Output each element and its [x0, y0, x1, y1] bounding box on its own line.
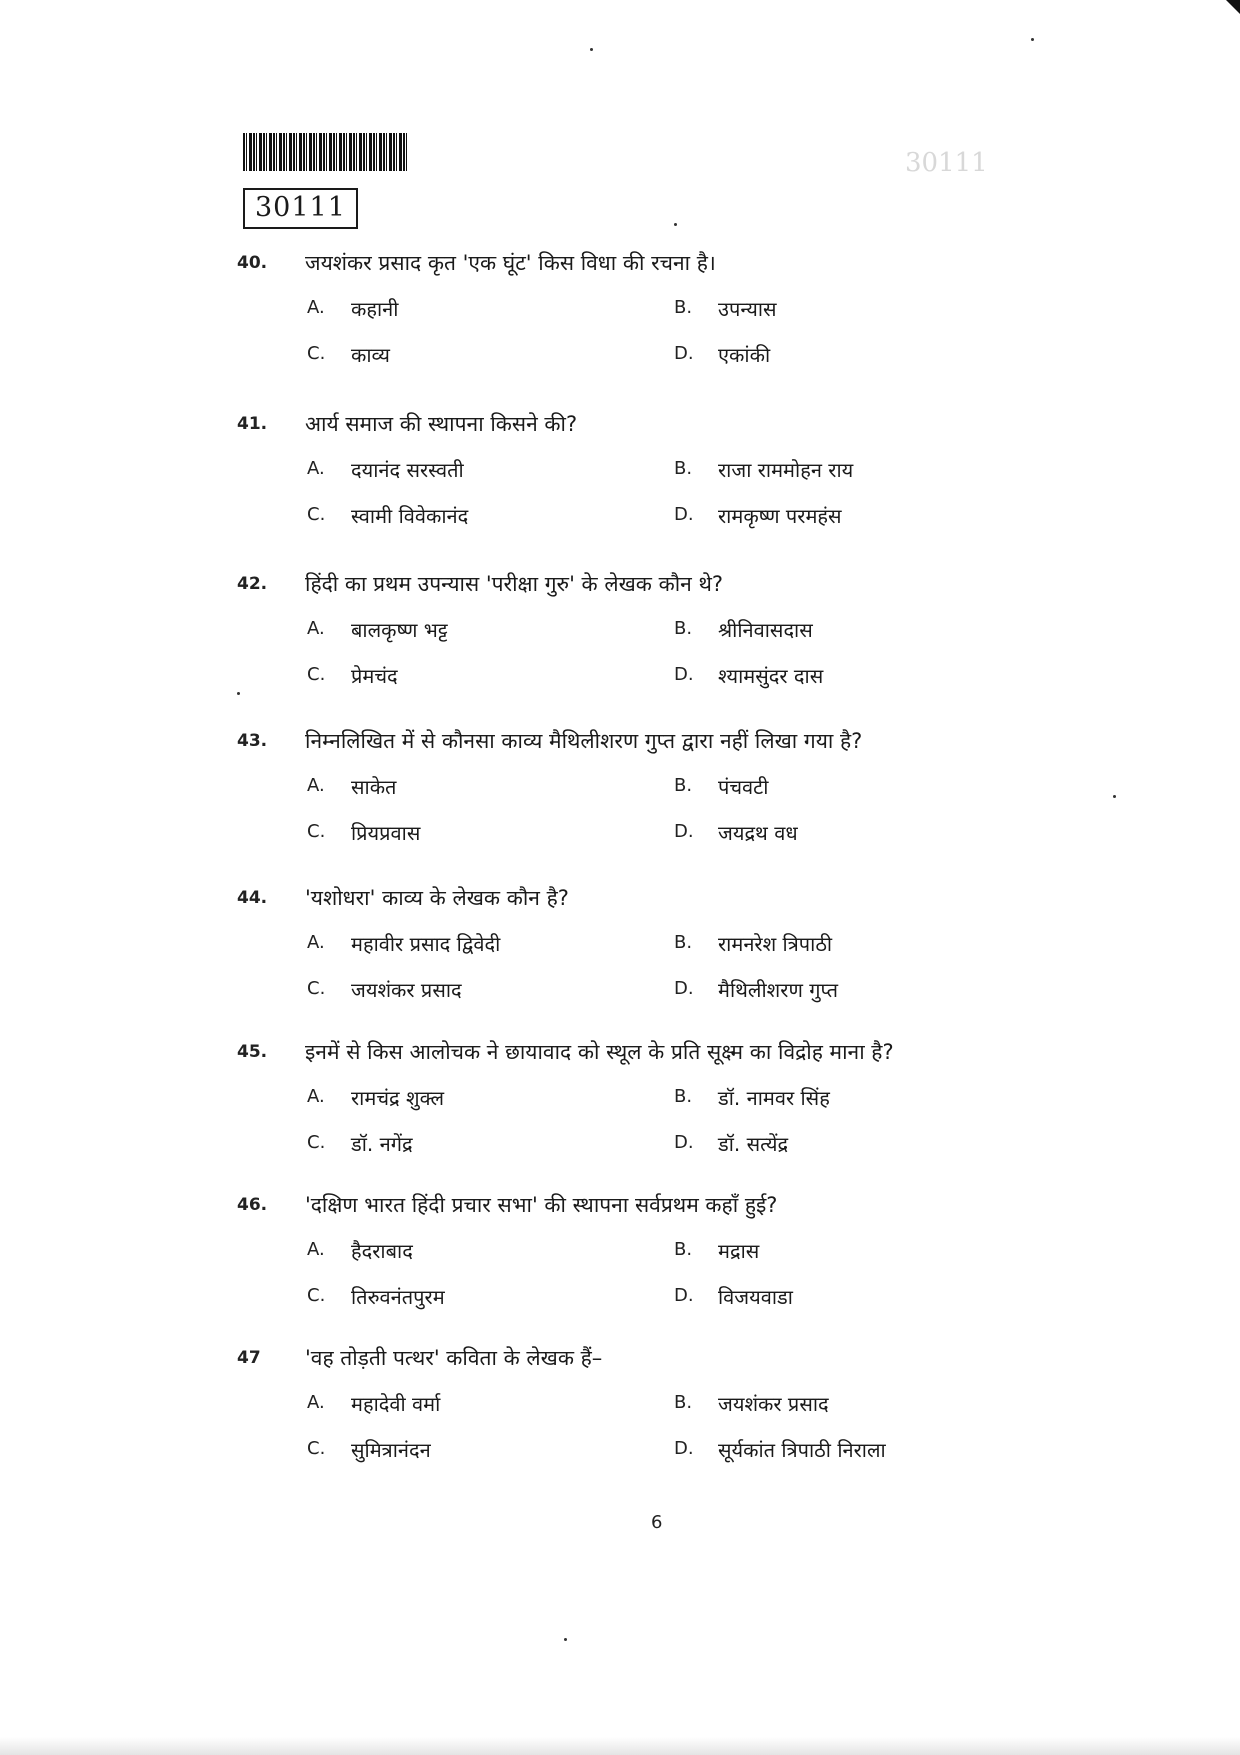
option-letter: C.: [307, 664, 326, 685]
option-text: स्वामी विवेकानंद: [351, 504, 469, 528]
question-text: हिंदी का प्रथम उपन्यास 'परीक्षा गुरु' के लेखक कौन थे?: [305, 572, 724, 596]
option-text: डॉ. सत्येंद्र: [718, 1132, 789, 1156]
option-text: प्रेमचंद: [351, 664, 398, 688]
question-text: निम्नलिखित में से कौनसा काव्य मैथिलीशरण गुप्त द्वारा नहीं लिखा गया है?: [305, 729, 863, 753]
question-text: 'वह तोड़ती पत्थर' कविता के लेखक हैं–: [305, 1346, 603, 1370]
option-letter: C.: [307, 343, 326, 364]
option-letter: C.: [307, 504, 326, 525]
option-text: सुमित्रानंदन: [351, 1438, 431, 1462]
question-number: 42.: [237, 574, 268, 594]
option-letter: A.: [307, 775, 325, 796]
option-letter: B.: [674, 618, 693, 639]
option-letter: A.: [307, 458, 325, 479]
option-text: दयानंद सरस्वती: [351, 458, 464, 482]
option-letter: C.: [307, 1438, 326, 1459]
option-letter: A.: [307, 932, 325, 953]
question-number: 47: [237, 1348, 261, 1368]
question-number: 45.: [237, 1042, 268, 1062]
scan-speck: [1031, 38, 1034, 41]
option-letter: B.: [674, 297, 693, 318]
option-text: काव्य: [351, 343, 390, 367]
scan-speck: [564, 1638, 567, 1641]
option-text: साकेत: [351, 775, 397, 799]
option-text: राजा राममोहन राय: [718, 458, 854, 482]
option-letter: D.: [674, 504, 694, 525]
option-letter: D.: [674, 1132, 694, 1153]
option-letter: C.: [307, 821, 326, 842]
question-47: [0, 1348, 1240, 1478]
question-45: [0, 1042, 1240, 1172]
option-letter: C.: [307, 1132, 326, 1153]
option-text: डॉ. नामवर सिंह: [718, 1086, 830, 1110]
option-letter: D.: [674, 978, 694, 999]
question-42: [0, 574, 1240, 704]
option-text: रामचंद्र शुक्ल: [351, 1086, 445, 1110]
barcode-icon: [243, 133, 408, 171]
question-46: [0, 1195, 1240, 1325]
question-text: 'दक्षिण भारत हिंदी प्रचार सभा' की स्थापना सर्वप्रथम कहाँ हुई?: [305, 1193, 778, 1217]
page-number: 6: [651, 1512, 663, 1533]
paper-code-box: 30111: [243, 188, 358, 229]
question-44: [0, 888, 1240, 1018]
option-letter: B.: [674, 1239, 693, 1260]
question-43: [0, 731, 1240, 861]
question-text: आर्य समाज की स्थापना किसने की?: [305, 412, 578, 436]
option-text: प्रियप्रवास: [351, 821, 421, 845]
question-number: 40.: [237, 253, 268, 273]
question-text: इनमें से किस आलोचक ने छायावाद को स्थूल के प्रति सूक्ष्म का विद्रोह माना है?: [305, 1040, 894, 1064]
question-text: 'यशोधरा' काव्य के लेखक कौन है?: [305, 886, 569, 910]
option-letter: D.: [674, 1438, 694, 1459]
option-text: विजयवाडा: [718, 1285, 793, 1309]
option-letter: C.: [307, 978, 326, 999]
option-text: कहानी: [351, 297, 399, 321]
question-40: [0, 253, 1240, 383]
scan-corner-mark: [1226, 0, 1240, 14]
option-letter: D.: [674, 343, 694, 364]
scan-edge: [0, 1737, 1240, 1755]
option-text: उपन्यास: [718, 297, 777, 321]
scan-speck: [674, 223, 677, 226]
option-letter: A.: [307, 1086, 325, 1107]
option-letter: B.: [674, 775, 693, 796]
option-text: जयशंकर प्रसाद: [351, 978, 462, 1002]
question-41: [0, 414, 1240, 544]
option-text: एकांकी: [718, 343, 771, 367]
question-number: 43.: [237, 731, 268, 751]
scan-speck: [1113, 795, 1116, 798]
option-letter: B.: [674, 458, 693, 479]
option-text: रामनरेश त्रिपाठी: [718, 932, 833, 956]
option-letter: B.: [674, 1086, 693, 1107]
option-letter: A.: [307, 1392, 325, 1413]
question-number: 44.: [237, 888, 268, 908]
option-letter: D.: [674, 664, 694, 685]
option-text: महावीर प्रसाद द्विवेदी: [351, 932, 501, 956]
option-text: सूर्यकांत त्रिपाठी निराला: [718, 1438, 886, 1462]
option-text: तिरुवनंतपुरम: [351, 1285, 445, 1309]
faded-bleedthrough-code: 30111: [905, 148, 988, 178]
option-text: मद्रास: [718, 1239, 760, 1263]
option-letter: A.: [307, 297, 325, 318]
scan-speck: [237, 692, 240, 695]
option-text: मैथिलीशरण गुप्त: [718, 978, 839, 1002]
option-text: जयद्रथ वध: [718, 821, 798, 845]
option-text: डॉ. नगेंद्र: [351, 1132, 413, 1156]
option-text: रामकृष्ण परमहंस: [718, 504, 842, 528]
scan-speck: [590, 48, 593, 51]
option-text: हैदराबाद: [351, 1239, 413, 1263]
option-text: जयशंकर प्रसाद: [718, 1392, 829, 1416]
option-letter: D.: [674, 1285, 694, 1306]
option-letter: C.: [307, 1285, 326, 1306]
option-text: श्रीनिवासदास: [718, 618, 813, 642]
option-letter: A.: [307, 1239, 325, 1260]
option-text: पंचवटी: [718, 775, 769, 799]
option-letter: A.: [307, 618, 325, 639]
option-text: श्यामसुंदर दास: [718, 664, 824, 688]
option-letter: D.: [674, 821, 694, 842]
option-letter: B.: [674, 932, 693, 953]
option-text: बालकृष्ण भट्ट: [351, 618, 448, 642]
question-number: 46.: [237, 1195, 268, 1215]
option-text: महादेवी वर्मा: [351, 1392, 441, 1416]
question-number: 41.: [237, 414, 268, 434]
question-text: जयशंकर प्रसाद कृत 'एक घूंट' किस विधा की रचना है।: [305, 251, 716, 275]
option-letter: B.: [674, 1392, 693, 1413]
